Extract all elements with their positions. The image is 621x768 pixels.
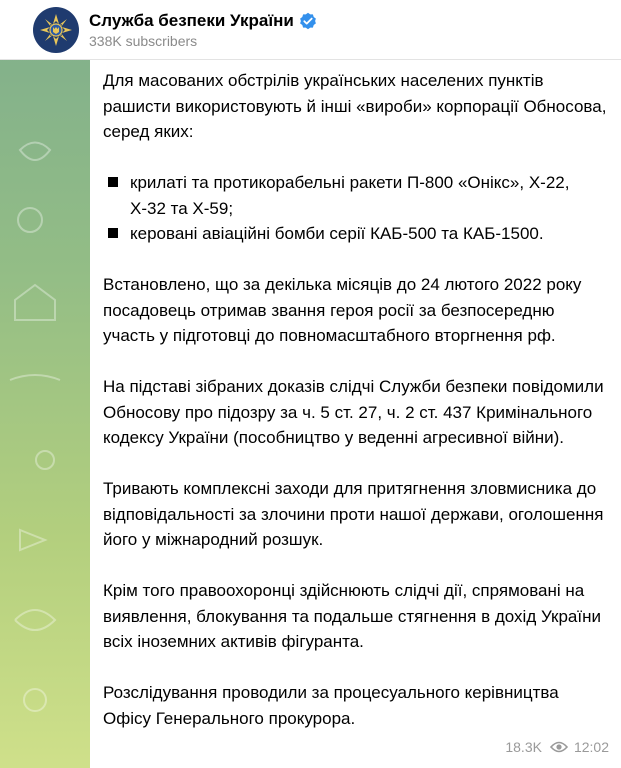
ssu-emblem-icon bbox=[38, 12, 74, 48]
message-bubble[interactable] bbox=[90, 60, 621, 768]
list-item bbox=[103, 221, 607, 247]
subscriber-count: 338K subscribers bbox=[89, 32, 198, 49]
message-intro: Для масованих обстрілів українських населених пунктів рашисти використовують й інші «вироби» корпорації Обносова, серед яких: bbox=[103, 71, 607, 141]
message-paragraph: Тривають комплексні заходи для притягнення зловмисника до відповідальності за злочини проти нашої держави, оголошення його у міжнародний розшук. bbox=[103, 479, 604, 549]
message-paragraph: Крім того правоохоронці здійснюють слідчі дії, спрямовані на виявлення, блокування та подальше стягнення в дохід України всіх іноземних активів фігуранта. bbox=[103, 581, 601, 651]
eye-icon bbox=[550, 741, 568, 753]
message-time: 12:02 bbox=[573, 738, 609, 755]
list-item bbox=[103, 170, 607, 221]
message-paragraph: Розслідування проводили за процесуального керівництва Офісу Генерального прокурора. bbox=[103, 683, 559, 728]
view-count: 18.3K bbox=[505, 738, 542, 755]
message-meta bbox=[505, 735, 609, 761]
chat-background-pattern bbox=[0, 60, 90, 768]
bullet-text: керовані авіаційні бомби серії КАБ-500 та КАБ-1500. bbox=[130, 224, 544, 243]
bullet-square-icon bbox=[108, 177, 118, 187]
verified-badge-icon bbox=[299, 12, 317, 30]
bullet-text: крилаті та протикорабельні ракети П-800 «Онікс», Х-22, Х-32 та Х-59; bbox=[130, 173, 570, 218]
channel-header[interactable] bbox=[0, 0, 621, 60]
message-paragraph: Встановлено, що за декілька місяців до 24 лютого 2022 року посадовець отримав звання героя росії за безпосередню участь у підготовці до повномасштабного вторгнення рф. bbox=[103, 275, 582, 345]
bullet-square-icon bbox=[108, 228, 118, 238]
channel-name[interactable]: Служба безпеки України bbox=[89, 10, 294, 30]
channel-avatar[interactable] bbox=[33, 7, 79, 53]
message-paragraph: На підставі зібраних доказів слідчі Служби безпеки повідомили Обносову про підозру за ч. 5 ст. 27, ч. 2 ст. 437 Кримінального кодексу України (пособництво у веденні агресивної війни). bbox=[103, 377, 604, 447]
